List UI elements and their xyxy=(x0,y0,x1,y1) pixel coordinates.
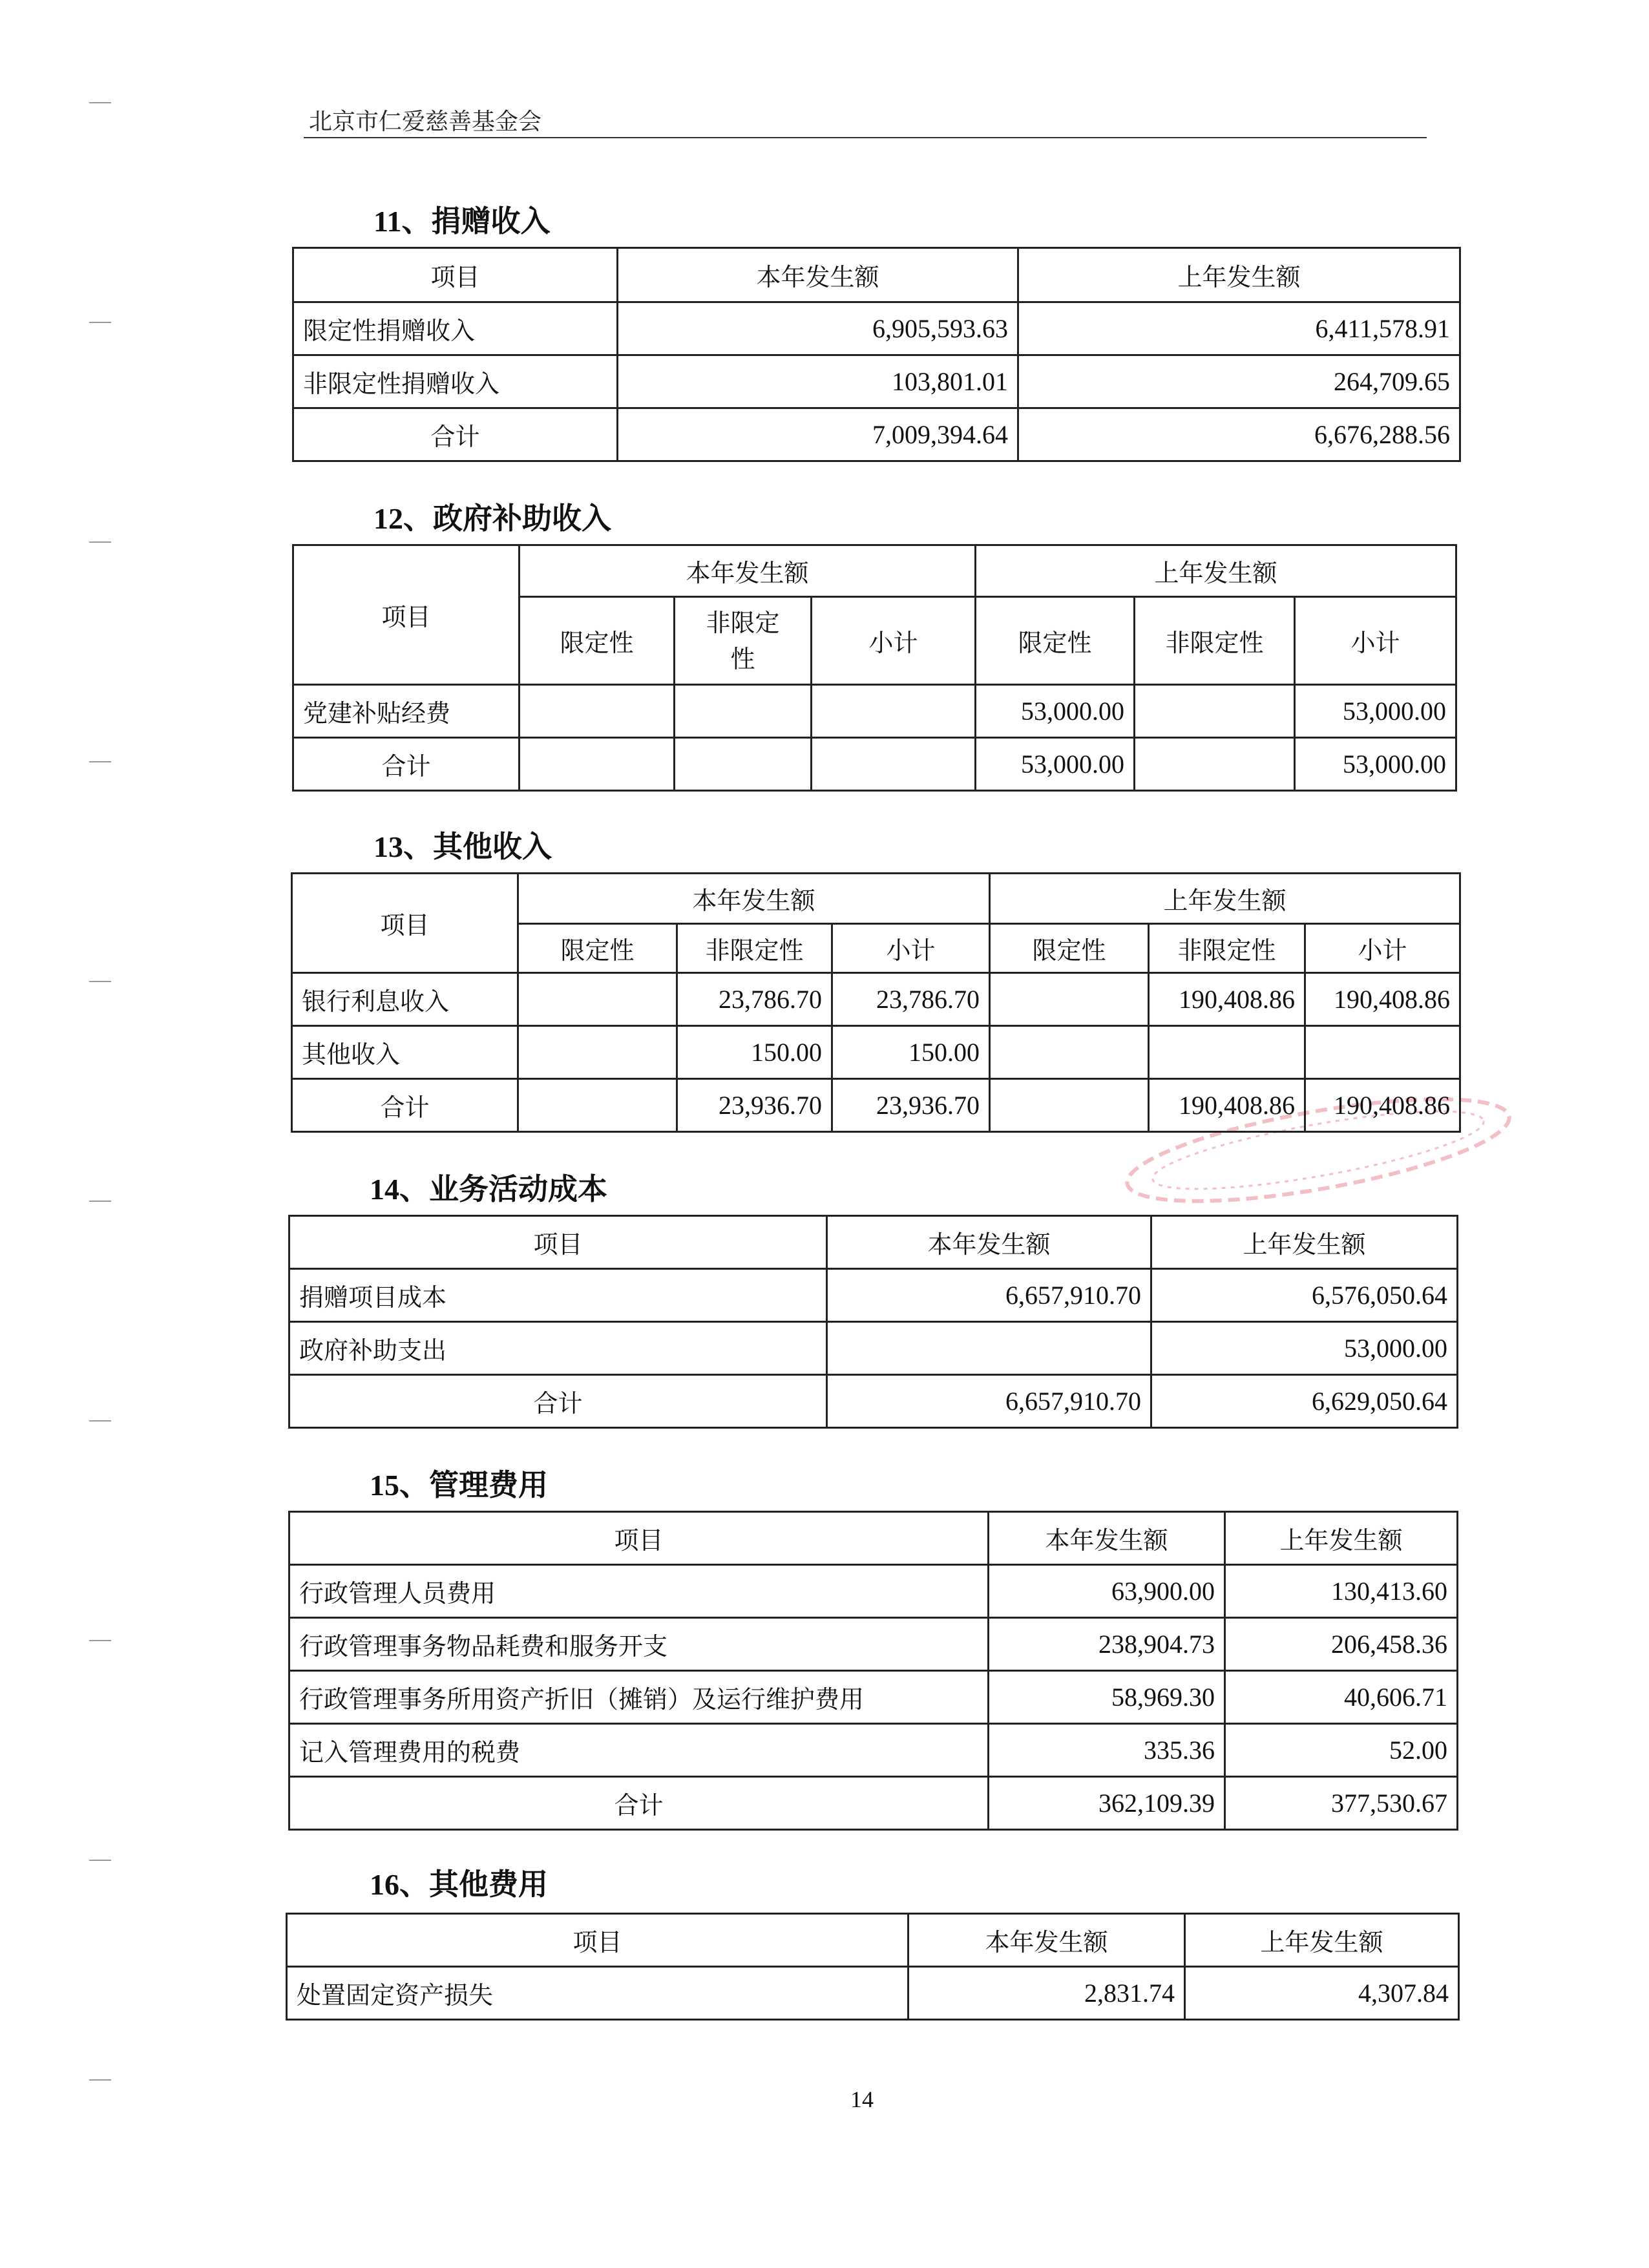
prior-unrestricted: 190,408.86 xyxy=(1149,973,1305,1026)
prior-subtotal xyxy=(1305,1026,1460,1079)
row-label: 记入管理费用的税费 xyxy=(289,1724,989,1777)
table-row xyxy=(289,1269,1458,1322)
current-amount: 103,801.01 xyxy=(618,355,1018,408)
col-header-current: 本年发生额 xyxy=(520,545,976,597)
current-unrestricted xyxy=(675,685,812,738)
prior-amount: 52.00 xyxy=(1225,1724,1458,1777)
unrestricted-line-1: 非限定 xyxy=(706,608,780,637)
col-header-subtotal: 小计 xyxy=(1305,924,1460,973)
col-header-prior: 上年发生额 xyxy=(990,874,1460,924)
margin-tick xyxy=(89,2079,111,2081)
current-amount: 7,009,394.64 xyxy=(618,408,1018,461)
donation-income-table xyxy=(292,247,1461,462)
current-amount: 2,831.74 xyxy=(909,1967,1185,2020)
section-number: 13 xyxy=(373,830,403,863)
prior-amount: 6,676,288.56 xyxy=(1018,408,1460,461)
section-title-text: 其他费用 xyxy=(429,1867,548,1902)
section-title-text: 其他收入 xyxy=(433,829,552,864)
total-row xyxy=(293,738,1456,791)
col-header-current: 本年发生额 xyxy=(909,1914,1185,1967)
total-row xyxy=(292,1079,1460,1132)
table-header-row xyxy=(289,1512,1458,1565)
col-header-unrestricted: 非限定性 xyxy=(1135,597,1295,685)
row-label: 捐赠项目成本 xyxy=(289,1269,827,1322)
table-row xyxy=(293,685,1456,738)
section-separator: 、 xyxy=(403,829,433,864)
col-header-subtotal: 小计 xyxy=(832,924,990,973)
unrestricted-line-2: 性 xyxy=(730,644,755,673)
table-row xyxy=(289,1724,1458,1777)
document-header: 北京市仁爱慈善基金会 xyxy=(309,109,542,135)
prior-unrestricted: 190,408.86 xyxy=(1149,1079,1305,1132)
prior-restricted: 53,000.00 xyxy=(976,738,1135,791)
col-header-restricted: 限定性 xyxy=(976,597,1135,685)
row-label: 其他收入 xyxy=(292,1026,518,1079)
section-number: 11 xyxy=(373,205,402,238)
current-amount: 6,657,910.70 xyxy=(827,1375,1151,1428)
margin-tick xyxy=(89,1860,111,1861)
section-number: 12 xyxy=(373,502,403,535)
current-subtotal: 150.00 xyxy=(832,1026,990,1079)
current-restricted xyxy=(518,973,677,1026)
col-header-item: 项目 xyxy=(287,1914,909,1967)
col-header-item: 项目 xyxy=(293,545,520,685)
table-row xyxy=(292,1026,1460,1079)
row-label: 非限定性捐赠收入 xyxy=(293,355,618,408)
prior-unrestricted xyxy=(1149,1026,1305,1079)
row-label: 党建补贴经费 xyxy=(293,685,520,738)
margin-tick xyxy=(89,1201,111,1202)
col-header-current: 本年发生额 xyxy=(518,874,990,924)
current-amount: 58,969.30 xyxy=(989,1671,1225,1724)
col-header-prior: 上年发生额 xyxy=(1018,248,1460,302)
col-header-current: 本年发生额 xyxy=(989,1512,1225,1565)
current-amount: 6,657,910.70 xyxy=(827,1269,1151,1322)
section-title-text: 捐赠收入 xyxy=(431,204,551,238)
col-header-restricted: 限定性 xyxy=(990,924,1149,973)
total-row xyxy=(289,1777,1458,1830)
current-unrestricted: 150.00 xyxy=(677,1026,832,1079)
section-title-15 xyxy=(370,1462,548,1504)
margin-tick xyxy=(89,541,111,543)
section-number: 15 xyxy=(370,1469,399,1502)
row-label: 处置固定资产损失 xyxy=(287,1967,909,2020)
prior-amount: 40,606.71 xyxy=(1225,1671,1458,1724)
current-amount: 238,904.73 xyxy=(989,1618,1225,1671)
row-label: 银行利息收入 xyxy=(292,973,518,1026)
table-header-row xyxy=(293,248,1460,302)
table-row xyxy=(289,1618,1458,1671)
prior-subtotal: 53,000.00 xyxy=(1295,738,1456,791)
section-title-14 xyxy=(370,1166,607,1208)
row-label: 行政管理事务所用资产折旧（摊销）及运行维护费用 xyxy=(289,1671,989,1724)
col-header-restricted: 限定性 xyxy=(518,924,677,973)
margin-tick xyxy=(89,981,111,982)
row-label: 合计 xyxy=(289,1375,827,1428)
current-subtotal xyxy=(812,685,976,738)
table-row xyxy=(292,973,1460,1026)
row-label: 行政管理事务物品耗费和服务开支 xyxy=(289,1618,989,1671)
other-income-table xyxy=(291,872,1461,1133)
col-header-current: 本年发生额 xyxy=(618,248,1018,302)
prior-amount: 6,629,050.64 xyxy=(1151,1375,1458,1428)
prior-restricted: 53,000.00 xyxy=(976,685,1135,738)
section-separator: 、 xyxy=(401,204,432,238)
col-header-item: 项目 xyxy=(289,1512,989,1565)
table-header-row xyxy=(293,545,1456,597)
col-header-subtotal: 小计 xyxy=(1295,597,1456,685)
header-rule xyxy=(304,137,1427,138)
prior-amount: 4,307.84 xyxy=(1185,1967,1459,2020)
table-row xyxy=(293,302,1460,355)
prior-subtotal: 53,000.00 xyxy=(1295,685,1456,738)
table-row xyxy=(287,1967,1459,2020)
prior-amount: 130,413.60 xyxy=(1225,1565,1458,1618)
current-subtotal: 23,936.70 xyxy=(832,1079,990,1132)
prior-amount: 6,411,578.91 xyxy=(1018,302,1460,355)
col-header-prior: 上年发生额 xyxy=(1151,1216,1458,1269)
section-title-13 xyxy=(373,823,552,866)
col-header-item: 项目 xyxy=(289,1216,827,1269)
administrative-expense-table xyxy=(288,1511,1458,1831)
current-amount: 335.36 xyxy=(989,1724,1225,1777)
business-activity-cost-table xyxy=(288,1215,1458,1429)
section-title-11 xyxy=(373,198,550,240)
col-header-unrestricted: 非限定性 xyxy=(677,924,832,973)
government-grant-table xyxy=(292,544,1457,792)
table-header-row xyxy=(287,1914,1459,1967)
col-header-prior: 上年发生额 xyxy=(976,545,1456,597)
current-amount: 6,905,593.63 xyxy=(618,302,1018,355)
section-title-12 xyxy=(373,495,611,538)
prior-amount: 264,709.65 xyxy=(1018,355,1460,408)
current-unrestricted: 23,786.70 xyxy=(677,973,832,1026)
section-title-text: 业务活动成本 xyxy=(429,1171,607,1206)
row-label: 行政管理人员费用 xyxy=(289,1565,989,1618)
current-unrestricted xyxy=(675,738,812,791)
table-row xyxy=(289,1322,1458,1375)
table-row xyxy=(289,1565,1458,1618)
current-restricted xyxy=(520,738,675,791)
margin-tick xyxy=(89,102,111,103)
margin-tick xyxy=(89,322,111,323)
col-header-restricted: 限定性 xyxy=(520,597,675,685)
section-title-text: 政府补助收入 xyxy=(433,501,611,536)
section-separator: 、 xyxy=(399,1171,429,1206)
other-expense-table xyxy=(286,1913,1460,2021)
current-amount: 63,900.00 xyxy=(989,1565,1225,1618)
prior-amount: 377,530.67 xyxy=(1225,1777,1458,1830)
current-amount xyxy=(827,1322,1151,1375)
margin-tick xyxy=(89,1640,111,1641)
row-label: 合计 xyxy=(289,1777,989,1830)
col-header-prior: 上年发生额 xyxy=(1225,1512,1458,1565)
current-unrestricted: 23,936.70 xyxy=(677,1079,832,1132)
current-restricted xyxy=(518,1026,677,1079)
prior-amount: 53,000.00 xyxy=(1151,1322,1458,1375)
section-separator: 、 xyxy=(399,1867,429,1902)
table-row xyxy=(289,1671,1458,1724)
prior-subtotal: 190,408.86 xyxy=(1305,973,1460,1026)
section-title-text: 管理费用 xyxy=(429,1467,548,1502)
col-header-item: 项目 xyxy=(292,874,518,973)
row-label: 合计 xyxy=(293,408,618,461)
col-header-unrestricted xyxy=(675,597,812,685)
prior-unrestricted xyxy=(1135,685,1295,738)
section-title-16 xyxy=(370,1861,548,1904)
col-header-current: 本年发生额 xyxy=(827,1216,1151,1269)
prior-amount: 206,458.36 xyxy=(1225,1618,1458,1671)
table-header-row xyxy=(289,1216,1458,1269)
prior-unrestricted xyxy=(1135,738,1295,791)
total-row xyxy=(293,408,1460,461)
margin-tick xyxy=(89,761,111,762)
section-number: 16 xyxy=(370,1868,399,1901)
col-header-prior: 上年发生额 xyxy=(1185,1914,1459,1967)
prior-subtotal: 190,408.86 xyxy=(1305,1079,1460,1132)
prior-restricted xyxy=(990,1079,1149,1132)
current-subtotal xyxy=(812,738,976,791)
prior-restricted xyxy=(990,973,1149,1026)
row-label: 合计 xyxy=(293,738,520,791)
current-amount: 362,109.39 xyxy=(989,1777,1225,1830)
current-subtotal: 23,786.70 xyxy=(832,973,990,1026)
col-header-item: 项目 xyxy=(293,248,618,302)
total-row xyxy=(289,1375,1458,1428)
page-number: 14 xyxy=(850,2086,874,2112)
margin-tick xyxy=(89,1420,111,1422)
col-header-unrestricted: 非限定性 xyxy=(1149,924,1305,973)
prior-amount: 6,576,050.64 xyxy=(1151,1269,1458,1322)
table-row xyxy=(293,355,1460,408)
row-label: 合计 xyxy=(292,1079,518,1132)
row-label: 政府补助支出 xyxy=(289,1322,827,1375)
table-header-row xyxy=(292,874,1460,924)
section-separator: 、 xyxy=(403,501,433,536)
section-number: 14 xyxy=(370,1173,399,1206)
prior-restricted xyxy=(990,1026,1149,1079)
current-restricted xyxy=(520,685,675,738)
current-restricted xyxy=(518,1079,677,1132)
col-header-subtotal: 小计 xyxy=(812,597,976,685)
section-separator: 、 xyxy=(399,1467,429,1502)
row-label: 限定性捐赠收入 xyxy=(293,302,618,355)
